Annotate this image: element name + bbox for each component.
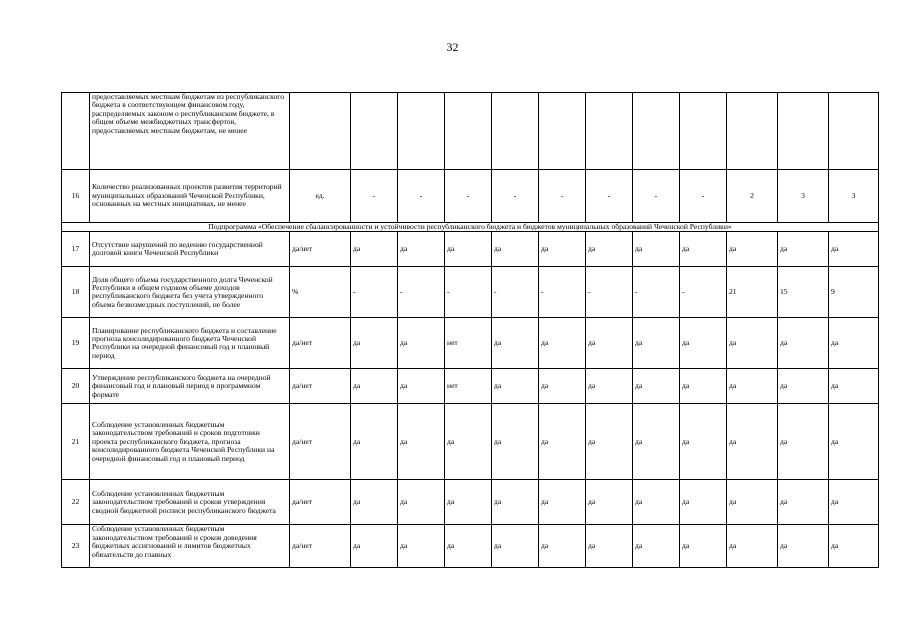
table-row-19 <box>62 318 879 369</box>
value-cell: да <box>680 369 727 404</box>
value-cell: да <box>445 232 492 267</box>
value-cell: да <box>829 232 879 267</box>
value-cell: 21 <box>727 267 778 318</box>
indicator-name: Соблюдение установленных бюджетным законодательством требований и сроков подготовки проекта республиканского бюджета, прогноза консолидированного бюджета Чеченской Республики на очередной финансовый год и плановый период <box>90 404 290 480</box>
value-cell: да <box>829 318 879 369</box>
value-cell: да <box>398 525 445 568</box>
value-cell: да <box>680 480 727 525</box>
value-cell: 3 <box>778 170 829 223</box>
value-cell: да <box>445 525 492 568</box>
value-cell: да <box>727 404 778 480</box>
value-cell: - <box>539 267 586 318</box>
value-cell: - <box>398 170 445 223</box>
value-cell: да <box>398 480 445 525</box>
value-cell <box>492 93 539 170</box>
value-cell: да <box>586 232 633 267</box>
indicator-name: Количество реализованных проектов развития территорий муниципальных образований Чеченской Республики, основанных на местных инициативах, не менее <box>90 170 290 223</box>
unit-cell: да/нет <box>290 318 351 369</box>
value-cell <box>829 93 879 170</box>
indicator-name: Планирование республиканского бюджета и составление прогноза консолидированного бюджета Чеченской Республики на очередной финансовый год и плановый период <box>90 318 290 369</box>
value-cell: - <box>680 267 727 318</box>
value-cell: да <box>680 525 727 568</box>
value-cell: - <box>351 267 398 318</box>
subprogram-title: Подпрограмма «Обеспечение сбалансированности и устойчивости республиканского бюджета и бюджетов муниципальных образований Чеченской Республики» <box>62 223 879 232</box>
value-cell: - <box>398 267 445 318</box>
value-cell: да <box>539 525 586 568</box>
value-cell <box>727 93 778 170</box>
value-cell <box>633 93 680 170</box>
value-cell: да <box>351 480 398 525</box>
value-cell: да <box>727 318 778 369</box>
value-cell: да <box>398 369 445 404</box>
value-cell: 3 <box>829 170 879 223</box>
value-cell: да <box>398 232 445 267</box>
indicator-name: предоставляемых местным бюджетам из республиканского бюджета в соответствующем финансовом году, распределяемых законом о республиканском бюджете, в общем объеме межбюджетных трансфертов, предоставляемых местным бюджетам, не менее <box>90 93 290 170</box>
row-number: 22 <box>62 480 90 525</box>
row-number <box>62 93 90 170</box>
value-cell: да <box>829 404 879 480</box>
value-cell: да <box>351 318 398 369</box>
value-cell: - <box>492 267 539 318</box>
indicator-name: Доля общего объема государственного долга Чеченской Республики в общем годовом объеме доходов республиканского бюджета без учета утвержденного объема безвозмездных поступлений, не более <box>90 267 290 318</box>
table-row-18 <box>62 267 879 318</box>
value-cell: 15 <box>778 267 829 318</box>
row-number: 20 <box>62 369 90 404</box>
row-number: 17 <box>62 232 90 267</box>
unit-cell: ед. <box>290 170 351 223</box>
value-cell: да <box>829 369 879 404</box>
value-cell: да <box>586 369 633 404</box>
value-cell: да <box>778 318 829 369</box>
value-cell <box>778 93 829 170</box>
value-cell: 2 <box>727 170 778 223</box>
value-cell: да <box>539 318 586 369</box>
value-cell: да <box>680 232 727 267</box>
table-row-23 <box>62 525 879 568</box>
value-cell: да <box>778 369 829 404</box>
value-cell: да <box>778 525 829 568</box>
indicator-name: Отсутствие нарушений по ведению государственной долговой книги Чеченской Республики <box>90 232 290 267</box>
value-cell: да <box>727 369 778 404</box>
value-cell: да <box>492 525 539 568</box>
value-cell: - <box>351 170 398 223</box>
value-cell <box>539 93 586 170</box>
value-cell <box>586 93 633 170</box>
value-cell: - <box>586 267 633 318</box>
value-cell: да <box>492 318 539 369</box>
value-cell: да <box>492 232 539 267</box>
value-cell <box>398 93 445 170</box>
value-cell: да <box>778 404 829 480</box>
value-cell <box>445 93 492 170</box>
table-row-21 <box>62 404 879 480</box>
table-row-20 <box>62 369 879 404</box>
value-cell: - <box>680 170 727 223</box>
value-cell: да <box>351 404 398 480</box>
value-cell: - <box>633 267 680 318</box>
value-cell: да <box>633 525 680 568</box>
row-number: 21 <box>62 404 90 480</box>
row-number: 23 <box>62 525 90 568</box>
value-cell: да <box>351 525 398 568</box>
row-number: 19 <box>62 318 90 369</box>
table-row-16 <box>62 170 879 223</box>
value-cell: - <box>445 267 492 318</box>
indicator-name: Соблюдение установленных бюджетным законодательством требований и сроков утверждения сводной бюджетной росписи республиканского бюджета <box>90 480 290 525</box>
value-cell: да <box>586 525 633 568</box>
value-cell: да <box>633 318 680 369</box>
value-cell: 9 <box>829 267 879 318</box>
value-cell: - <box>633 170 680 223</box>
indicator-name: Утверждение республиканского бюджета на очередной финансовый год и плановый период в программном формате <box>90 369 290 404</box>
value-cell: да <box>680 404 727 480</box>
value-cell: да <box>727 232 778 267</box>
page-number: 32 <box>446 40 459 54</box>
value-cell: да <box>829 480 879 525</box>
value-cell: да <box>633 480 680 525</box>
value-cell: да <box>778 480 829 525</box>
value-cell: да <box>492 404 539 480</box>
value-cell: да <box>586 318 633 369</box>
unit-cell: да/нет <box>290 232 351 267</box>
value-cell: да <box>445 480 492 525</box>
value-cell: да <box>539 369 586 404</box>
value-cell: - <box>445 170 492 223</box>
table-row-continuation <box>62 93 879 170</box>
value-cell: да <box>680 318 727 369</box>
value-cell: да <box>778 232 829 267</box>
value-cell: да <box>727 480 778 525</box>
value-cell: нет <box>445 318 492 369</box>
value-cell: нет <box>445 369 492 404</box>
value-cell: - <box>586 170 633 223</box>
value-cell: да <box>586 404 633 480</box>
value-cell: да <box>492 369 539 404</box>
indicator-name: Соблюдение установленных бюджетным законодательством требований и сроков доведения бюджетных ассигнований и лимитов бюджетных обязательств до главных <box>90 525 290 568</box>
value-cell: да <box>492 480 539 525</box>
row-number: 18 <box>62 267 90 318</box>
value-cell: да <box>727 525 778 568</box>
value-cell: да <box>633 369 680 404</box>
unit-cell: % <box>290 267 351 318</box>
value-cell: да <box>539 232 586 267</box>
table-row-subprogram <box>62 223 879 232</box>
value-cell: - <box>539 170 586 223</box>
value-cell: да <box>445 404 492 480</box>
value-cell: да <box>398 404 445 480</box>
value-cell: да <box>351 369 398 404</box>
value-cell: да <box>539 480 586 525</box>
table-row-22 <box>62 480 879 525</box>
value-cell: да <box>633 232 680 267</box>
row-number: 16 <box>62 170 90 223</box>
value-cell: да <box>398 318 445 369</box>
value-cell <box>680 93 727 170</box>
value-cell: - <box>492 170 539 223</box>
value-cell: да <box>351 232 398 267</box>
value-cell: да <box>633 404 680 480</box>
unit-cell: да/нет <box>290 404 351 480</box>
table-row-17 <box>62 232 879 267</box>
unit-cell: да/нет <box>290 480 351 525</box>
indicators-table <box>61 92 879 568</box>
unit-cell: да/нет <box>290 369 351 404</box>
value-cell: да <box>539 404 586 480</box>
value-cell <box>351 93 398 170</box>
value-cell: да <box>829 525 879 568</box>
value-cell: да <box>586 480 633 525</box>
unit-cell <box>290 93 351 170</box>
unit-cell: да/нет <box>290 525 351 568</box>
